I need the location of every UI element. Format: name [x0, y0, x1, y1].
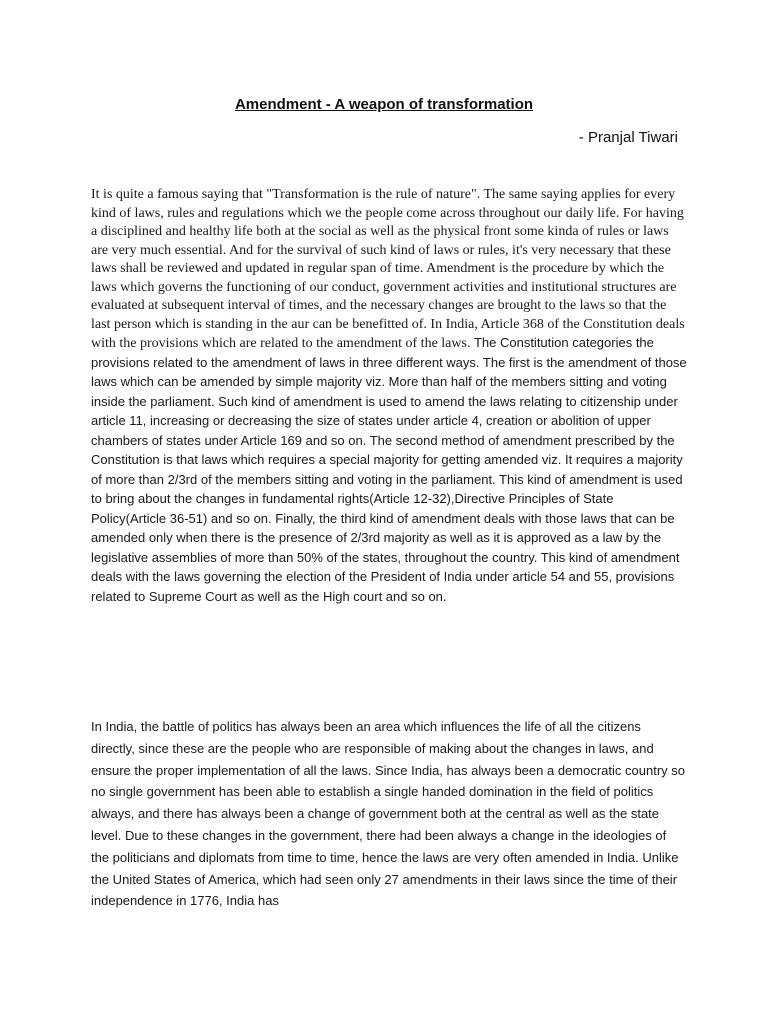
document-title: Amendment - A weapon of transformation: [234, 96, 534, 113]
paragraph-1: [91, 186, 687, 607]
paragraph-1-sans-text: The Constitution categories the provisions related to the amendment of laws in three different ways. The first is the amendment of those laws which can be amended by simple majority viz. More than half of the members sitting and voting inside the parliament. Such kind of amendment is used to amend the laws relating to citizenship under article 11, increasing or decreasing the size of states under article 4, creation or abolition of upper chambers of states under Article 169 and so on. The second method of amendment prescribed by the Constitution is that laws which requires a special majority for getting amended viz. It requires a majority of more than 2/3rd of the members sitting and voting in the parliament. This kind of amendment is used to bring about the changes in fundamental rights(Article 12-32),Directive Principles of State Policy(Article 36-51) and so on. Finally, the third kind of amendment deals with those laws that can be amended only when there is the presence of 2/3rd majority as well as it is approved as a law by the legislative assemblies of more than 50% of the states, throughout the country. This kind of amendment deals with the laws governing the election of the President of India under article 54 and 55, provisions related to Supreme Court as well as the High court and so on.: [91, 335, 687, 604]
author-byline: - Pranjal Tiwari: [578, 129, 678, 146]
paragraph-2: In India, the battle of politics has always been an area which influences the life of all the citizens directly, since these are the people who are responsible of making about the changes in laws, and ensure the proper implementation of all the laws. Since India, has always been a democratic country so no single government has been able to establish a single handed domination in the field of politics always, and there has always been a change of government both at the central as well as the state level. Due to these changes in the government, there had been always a change in the ideologies of the politicians and diplomats from time to time, hence the laws are very often amended in India. Unlike the United States of America, which had seen only 27 amendments in their laws since the time of their independence in 1776, India has: [91, 719, 685, 909]
paragraph-1-serif-text: It is quite a famous saying that "Transformation is the rule of nature". The same saying applies for every kind of laws, rules and regulations which we the people come across throughout our daily life. For having a disciplined and healthy life both at the social as well as the physical front some kinda of rules or laws are very much essential. And for the survival of such kind of laws or rules, it's very necessary that these laws shall be reviewed and updated in regular span of time. Amendment is the procedure by which the laws which governs the functioning of our conduct, government activities and institutional structures are evaluated at subsequent interval of times, and the necessary changes are brought to the laws so that the last person which is standing in the aur can be benefitted of. In India, Article 368 of the Constitution deals with the provisions which are related to the amendment of the laws.: [91, 187, 685, 351]
